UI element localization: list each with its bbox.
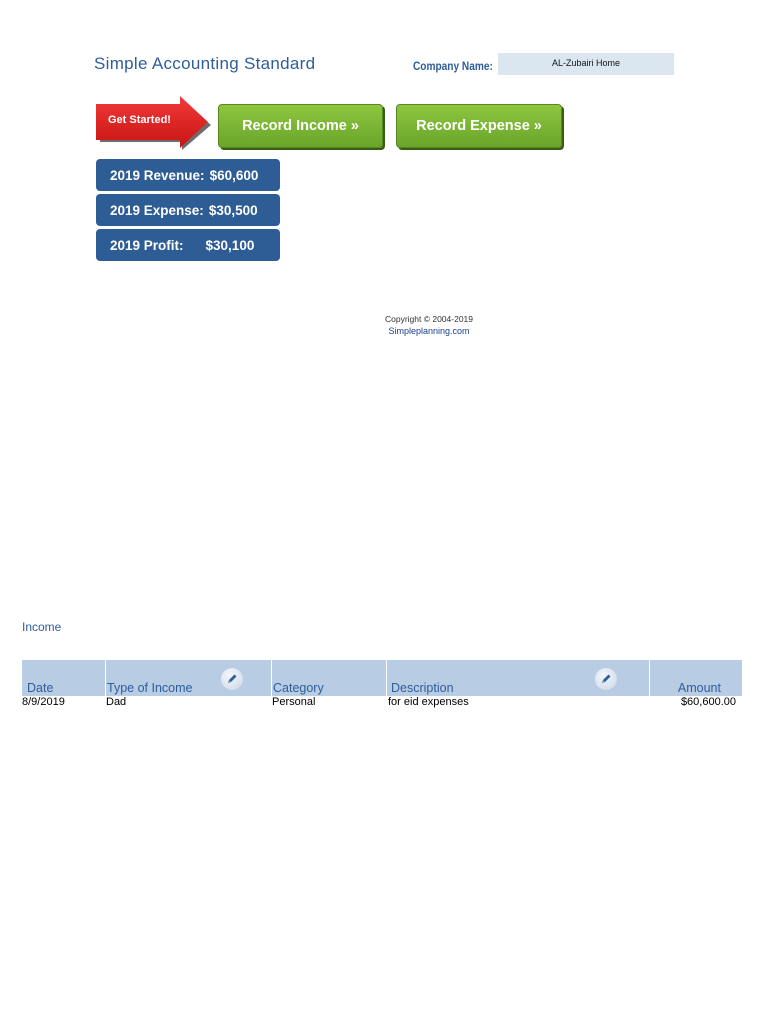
page-title: Simple Accounting Standard [94, 54, 316, 73]
profit-label: 2019 Profit: [110, 237, 184, 253]
income-table-header [22, 660, 742, 696]
expense-stat [96, 194, 280, 226]
copyright-text: Copyright © 2004-2019 [384, 314, 473, 324]
cell-description: for eid expenses [388, 696, 469, 708]
column-header-category[interactable] [271, 660, 386, 696]
pencil-edit-icon[interactable] [595, 668, 617, 690]
column-header-description[interactable] [386, 660, 649, 696]
profit-value: $30,100 [205, 237, 255, 253]
record-expense-button[interactable]: Record Expense » [396, 104, 562, 148]
revenue-label: 2019 Revenue: [110, 167, 205, 183]
cell-category: Personal [272, 696, 316, 708]
cell-date: 8/9/2019 [22, 696, 65, 708]
profit-stat [96, 229, 280, 261]
get-started-label: Get Started! [108, 114, 171, 126]
cell-type: Dad [106, 696, 127, 708]
column-header-label: Type of Income [107, 681, 193, 695]
cell-amount: $60,600.00 [680, 696, 736, 708]
column-header-type[interactable] [105, 660, 271, 696]
table-row[interactable] [22, 696, 742, 710]
site-link[interactable]: Simpleplanning.com [388, 326, 470, 336]
column-header-label: Date [27, 681, 54, 695]
company-name-field[interactable]: AL-Zubairi Home [498, 53, 674, 75]
column-header-label: Amount [677, 681, 721, 695]
column-header-date[interactable] [22, 660, 105, 696]
income-section-title: Income [22, 620, 62, 634]
column-header-label: Description [391, 681, 454, 695]
revenue-stat [96, 159, 280, 191]
expense-label: 2019 Expense: [110, 202, 204, 218]
expense-value: $30,500 [208, 202, 258, 218]
record-income-button[interactable]: Record Income » [218, 104, 383, 148]
get-started-arrow [96, 96, 211, 150]
pencil-edit-icon[interactable] [221, 668, 243, 690]
revenue-value: $60,600 [209, 167, 259, 183]
column-header-amount[interactable] [649, 660, 742, 696]
column-header-label: Category [273, 681, 324, 695]
company-name-label: Company Name: [413, 61, 493, 73]
